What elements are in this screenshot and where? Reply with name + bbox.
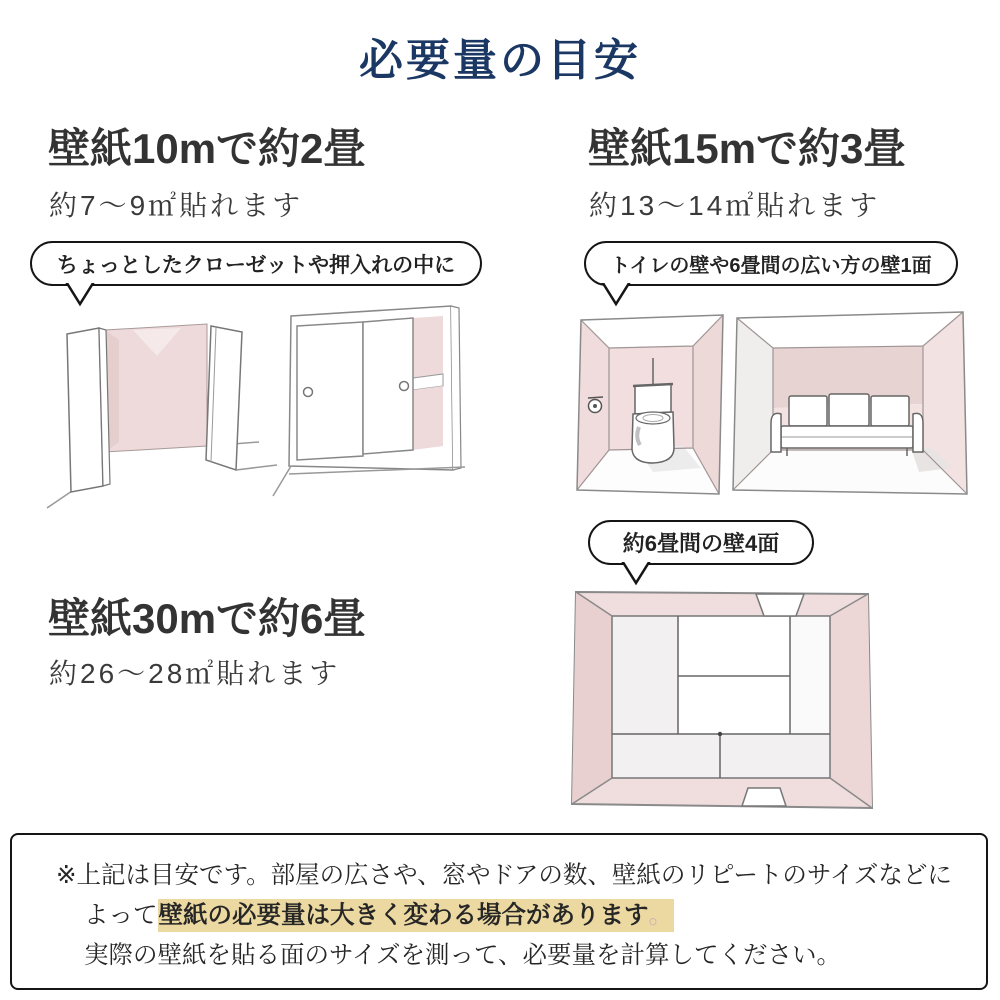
page-title: 必要量の目安 — [359, 36, 641, 85]
subtitle-15m: 約13〜14㎡貼れます — [589, 190, 881, 221]
note-line-1: ※上記は目安です。部屋の広さや、窓やドアの数、壁紙のリピートのサイズなどに — [56, 862, 952, 889]
sliding-closet-illustration — [273, 306, 465, 496]
speech-bubble-15m-label: トイレの壁や6畳間の広い方の壁1面 — [610, 255, 932, 277]
door-opening-top — [756, 594, 804, 616]
speech-bubble-tail-icon — [64, 283, 96, 307]
room-illustrations — [575, 296, 970, 503]
speech-bubble-tail-icon — [620, 562, 652, 586]
speech-bubble-10m-label: ちょっとしたクローゼットや押入れの中に — [56, 253, 456, 277]
speech-bubble-10m — [30, 241, 482, 286]
closet-illustrations — [45, 298, 465, 510]
note-line-2-prefix: よって — [84, 902, 158, 929]
subtitle-30m: 約26〜28㎡貼れます — [49, 658, 341, 689]
open-closet-illustration — [47, 324, 277, 508]
note-line-3: 実際の壁紙を貼る面のサイズを測って、必要量を計算してください。 — [84, 942, 842, 969]
subtitle-10m: 約7〜9㎡貼れます — [49, 190, 304, 221]
speech-bubble-tail-icon — [600, 283, 632, 307]
note-line-2 — [56, 896, 962, 936]
note-highlight-text: 壁紙の必要量は大きく変わる場合があります — [158, 902, 649, 929]
heading-10m: 壁紙10mで約2畳 — [48, 125, 366, 172]
heading-15m: 壁紙15mで約3畳 — [588, 125, 906, 172]
speech-bubble-6tatami-label: 約6畳間の壁4面 — [622, 531, 780, 556]
speech-bubble-15m — [584, 241, 958, 286]
note-highlight-period: 。 — [648, 902, 673, 929]
tatami-room-illustration — [570, 582, 875, 820]
toilet-room-illustration — [577, 315, 723, 494]
note-highlight — [158, 899, 675, 932]
sofa-room-illustration — [733, 312, 967, 494]
speech-bubble-6tatami — [588, 520, 814, 565]
heading-30m: 壁紙30mで約6畳 — [48, 595, 366, 642]
door-opening-bottom — [742, 788, 786, 806]
note-box — [10, 833, 988, 990]
